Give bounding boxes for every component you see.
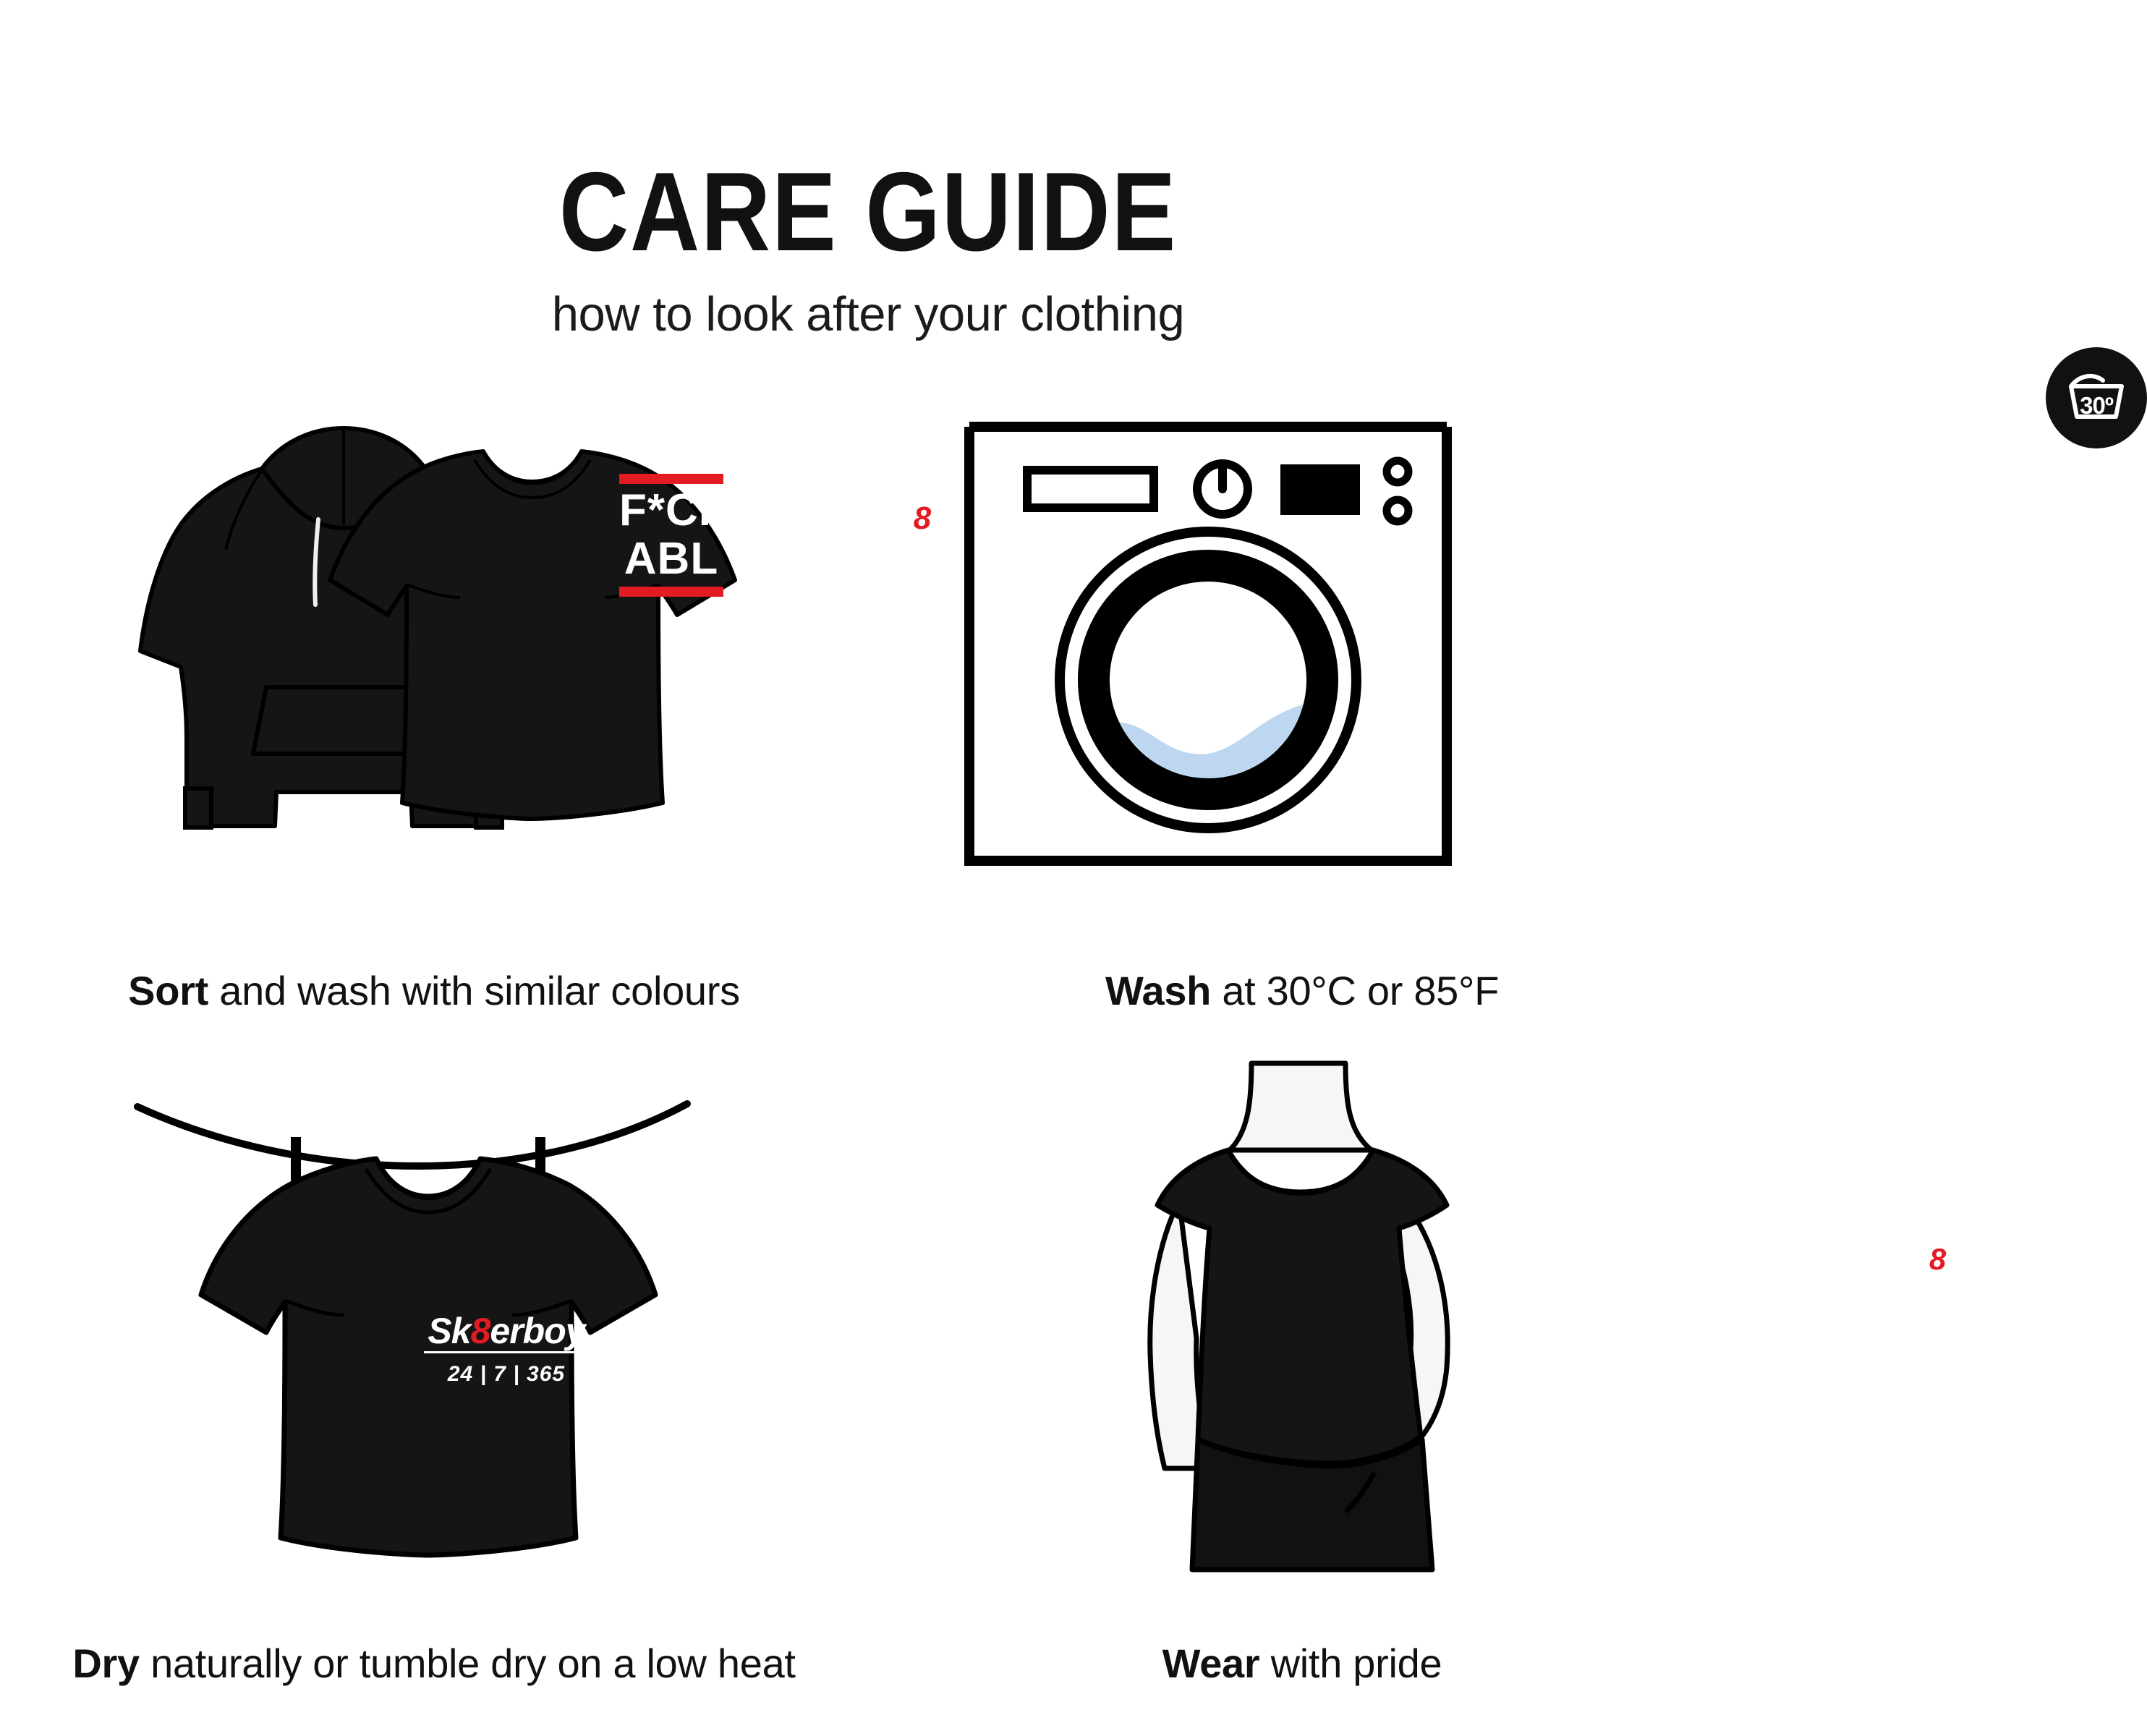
hoodie-and-tshirt-icon xyxy=(0,391,1014,940)
caption-bold: Wash xyxy=(1105,968,1212,1013)
brand-tagline: 24 | 7 | 365 xyxy=(447,1362,566,1386)
brand-underline xyxy=(424,1351,589,1353)
care-step-dry xyxy=(0,1063,868,1736)
page-title: CARE GUIDE xyxy=(558,149,1178,274)
caption-rest: at 30°C or 85°F xyxy=(1211,968,1500,1013)
care-step-caption-sort xyxy=(0,967,868,1014)
caption-bold: Sort xyxy=(128,968,208,1013)
model-illustration xyxy=(940,1063,1664,1613)
care-step-caption-wash xyxy=(868,967,1736,1014)
brand-wordmark: Sk8erboy xyxy=(1893,1242,2025,1276)
dry-tshirt-chest-print xyxy=(405,1313,608,1385)
caption-rest: with pride xyxy=(1259,1641,1442,1686)
tshirt-on-clothesline-icon xyxy=(0,1063,868,1613)
hoodie-cuff-logo: erboy xyxy=(148,790,178,802)
brand-underline xyxy=(1889,1277,2028,1279)
hoodie-print-line-2: ABL xyxy=(624,533,719,584)
print-bar-bottom xyxy=(619,587,723,597)
print-bar-top xyxy=(619,474,723,484)
caption-bold: Dry xyxy=(72,1641,140,1686)
caption-rest: and wash with similar colours xyxy=(208,968,740,1013)
brand-wordmark: Sk8erboy xyxy=(428,1311,585,1351)
page-header xyxy=(0,0,1736,342)
wear-tshirt-chest-print xyxy=(1872,1244,2046,1306)
wash-temperature-label: 30º xyxy=(2080,392,2113,419)
care-steps-grid xyxy=(0,391,2113,1736)
care-step-caption-wear xyxy=(868,1640,1736,1687)
hoodie-chest-print xyxy=(619,474,732,597)
brand-wordmark: Sk8erboy xyxy=(875,501,1014,536)
page-subtitle: how to look after your clothing xyxy=(551,287,1185,341)
care-step-wear xyxy=(868,1063,2025,1736)
person-wearing-tshirt-icon xyxy=(868,1063,2025,1613)
care-step-sort xyxy=(0,391,1014,1063)
caption-bold: Wear xyxy=(1162,1641,1260,1686)
brand-tagline: 24 | 7 | 365 xyxy=(891,548,998,569)
washing-machine-illustration xyxy=(940,340,1664,904)
care-step-wash xyxy=(868,391,2113,1063)
wash-temperature-badge xyxy=(2046,347,2147,448)
washing-machine-icon xyxy=(868,391,2113,940)
brand-tagline: 24 | 7 | 365 xyxy=(1907,1286,2011,1308)
hoodie-print-line-1: F*CK xyxy=(619,485,732,535)
care-step-caption-dry xyxy=(0,1640,868,1687)
caption-rest: naturally or tumble dry on a low heat xyxy=(139,1641,796,1686)
